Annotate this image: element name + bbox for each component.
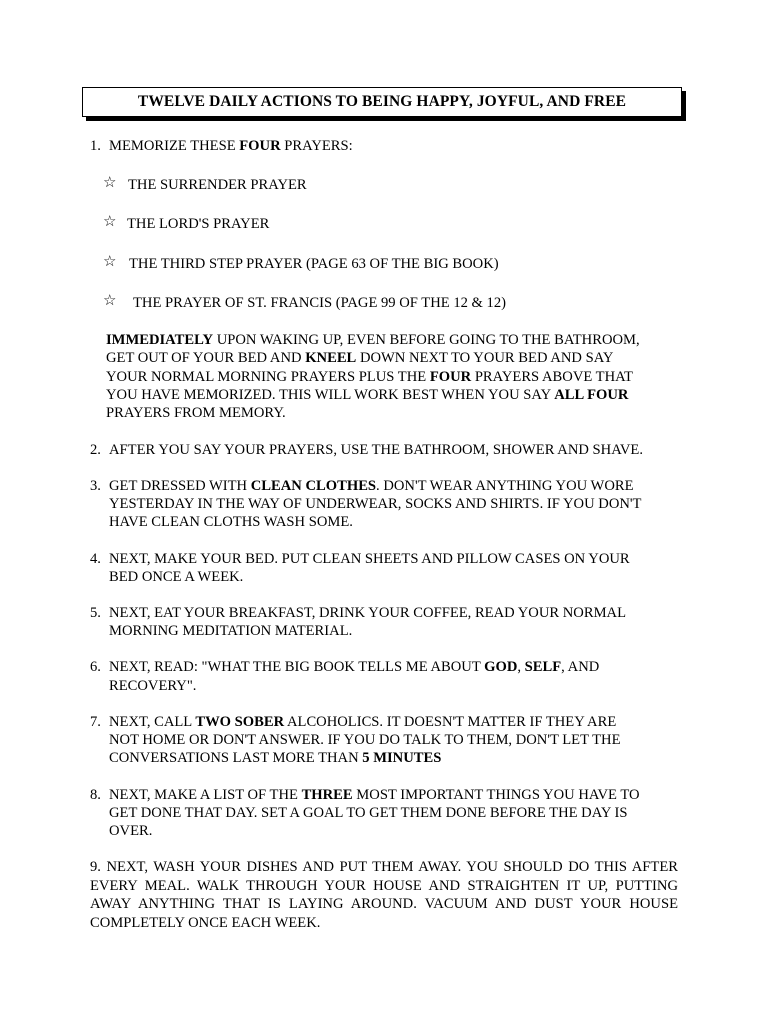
item-3-line-3: HAVE CLEAN CLOTHS WASH SOME. <box>109 514 353 530</box>
star-icon: ☆ <box>103 175 117 191</box>
item-4-line-2: BED ONCE A WEEK. <box>109 569 244 585</box>
item-5-line-1: NEXT, EAT YOUR BREAKFAST, DRINK YOUR COFFEE, READ YOUR NORMAL <box>109 605 627 621</box>
item-8-line-1: NEXT, MAKE A LIST OF THE THREE MOST IMPORTANT THINGS YOU HAVE TO <box>109 787 640 803</box>
immediately-line-3: YOUR NORMAL MORNING PRAYERS PLUS THE FOUR PRAYERS ABOVE THAT <box>106 369 633 385</box>
prayer-item: THE SURRENDER PRAYER <box>128 177 307 193</box>
title-box <box>82 87 682 117</box>
immediately-line-2: GET OUT OF YOUR BED AND KNEEL DOWN NEXT TO YOUR BED AND SAY <box>106 350 614 366</box>
item-number: 8. <box>90 787 101 803</box>
item-9-paragraph: 9. NEXT, WASH YOUR DISHES AND PUT THEM AWAY. YOU SHOULD DO THIS AFTER EVERY MEAL. WALK THROUGH YOUR HOUSE AND STRAIGHTEN IT UP, PUTTING AWAY ANYTHING THAT IS LAYING AROUND. VACUUM AND DUST YOUR HOUSE COMPLETELY ONCE EACH WEEK. <box>90 859 678 931</box>
star-icon: ☆ <box>103 293 117 309</box>
immediately-line-1: IMMEDIATELY UPON WAKING UP, EVEN BEFORE GOING TO THE BATHROOM, <box>106 332 640 348</box>
item-5-line-2: MORNING MEDITATION MATERIAL. <box>109 623 353 639</box>
item-2-text: AFTER YOU SAY YOUR PRAYERS, USE THE BATHROOM, SHOWER AND SHAVE. <box>109 442 643 458</box>
star-icon: ☆ <box>103 254 117 270</box>
item-3-line-1: GET DRESSED WITH CLEAN CLOTHES. DON'T WEAR ANYTHING YOU WORE <box>109 478 634 494</box>
item-number: 1. <box>90 138 101 154</box>
prayer-item: THE PRAYER OF ST. FRANCIS (PAGE 99 OF THE 12 & 12) <box>133 295 507 311</box>
item-4-line-1: NEXT, MAKE YOUR BED. PUT CLEAN SHEETS AND PILLOW CASES ON YOUR <box>109 551 630 567</box>
star-icon: ☆ <box>103 214 117 230</box>
item-7-line-1: NEXT, CALL TWO SOBER ALCOHOLICS. IT DOESN'T MATTER IF THEY ARE <box>109 714 617 730</box>
item-6-line-1: NEXT, READ: "WHAT THE BIG BOOK TELLS ME ABOUT GOD, SELF, AND <box>109 659 600 675</box>
item-number: 3. <box>90 478 101 494</box>
item-number: 6. <box>90 659 101 675</box>
item-7-line-3: CONVERSATIONS LAST MORE THAN 5 MINUTES <box>109 750 442 766</box>
item-8-line-2: GET DONE THAT DAY. SET A GOAL TO GET THEM DONE BEFORE THE DAY IS <box>109 805 628 821</box>
item-number: 4. <box>90 551 101 567</box>
item-7-line-2: NOT HOME OR DON'T ANSWER. IF YOU DO TALK TO THEM, DON'T LET THE <box>109 732 621 748</box>
item-number: 7. <box>90 714 101 730</box>
item-number: 5. <box>90 605 101 621</box>
item-6-line-2: RECOVERY". <box>109 678 197 694</box>
immediately-line-4: YOU HAVE MEMORIZED. THIS WILL WORK BEST WHEN YOU SAY ALL FOUR <box>106 387 629 403</box>
item-3-line-2: YESTERDAY IN THE WAY OF UNDERWEAR, SOCKS AND SHIRTS. IF YOU DON'T <box>109 496 642 512</box>
item-number: 2. <box>90 442 101 458</box>
item-8-line-3: OVER. <box>109 823 153 839</box>
prayer-item: THE LORD'S PRAYER <box>127 216 270 232</box>
document-title: TWELVE DAILY ACTIONS TO BEING HAPPY, JOYFUL, AND FREE <box>137 92 627 110</box>
prayer-item: THE THIRD STEP PRAYER (PAGE 63 OF THE BIG BOOK) <box>129 256 499 272</box>
item-1-text: MEMORIZE THESE FOUR PRAYERS: <box>109 138 353 154</box>
immediately-line-5: PRAYERS FROM MEMORY. <box>106 405 286 421</box>
